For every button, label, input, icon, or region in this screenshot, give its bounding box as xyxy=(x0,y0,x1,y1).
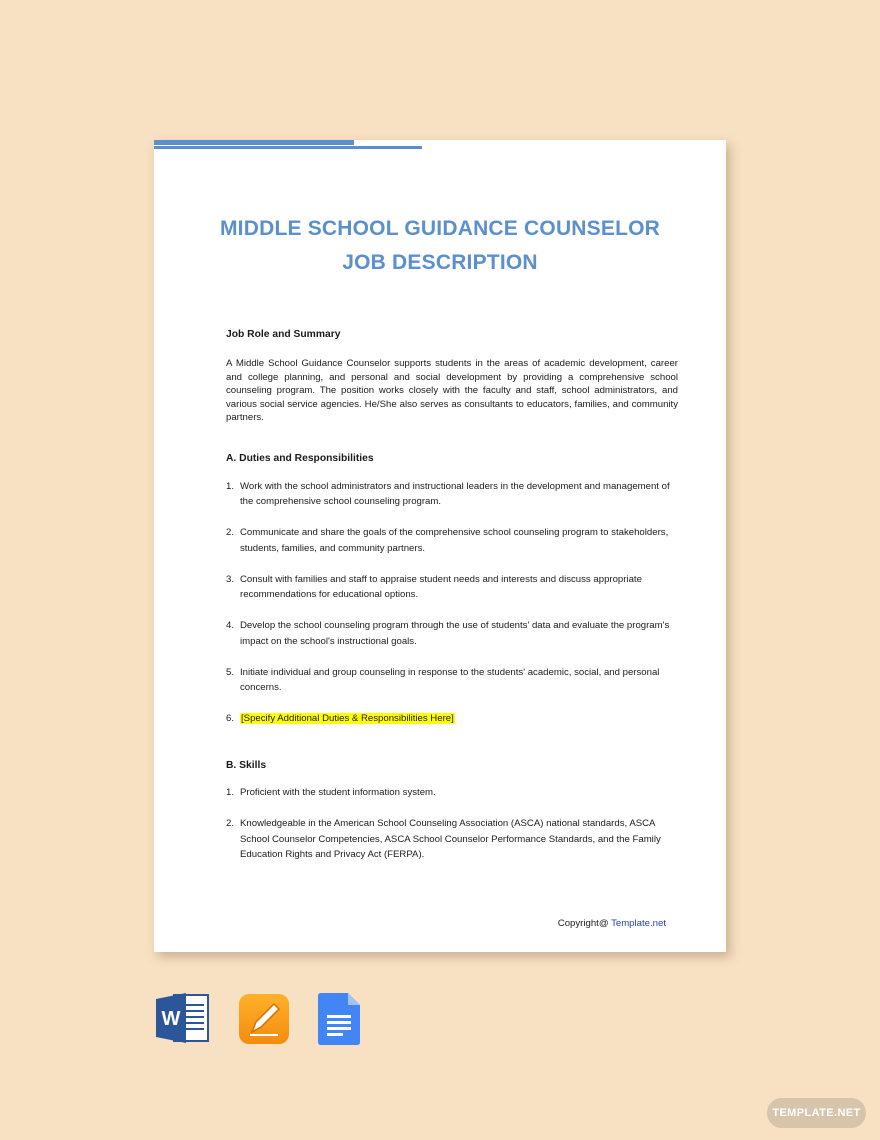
summary-paragraph: A Middle School Guidance Counselor supports students in the areas of academic development, career and college planning, and personal and social development by providing a comprehensive school counseling program. The position works closely with the faculty and staff, school administrators, and various social service agencies. He/She also serves as consultants to educators, families, and community partners. xyxy=(226,358,678,424)
skill-item xyxy=(226,785,678,800)
skill-text: Knowledgeable in the American School Counseling Association (ASCA) national standards, ASCA School Counselor Competencies, ASCA School Counselor Performance Standards, and the Family Education Rights and Privacy Act (FERPA). xyxy=(240,818,661,861)
copyright-label: Copyright@ xyxy=(557,918,612,929)
duty-item xyxy=(226,572,678,603)
duty-text: Develop the school counseling program through the use of students' data and evaluate the program's impact on the school's instructional goals. xyxy=(240,620,670,647)
duty-item xyxy=(226,711,678,726)
duty-item xyxy=(226,665,678,696)
duty-item xyxy=(226,479,678,510)
duty-number: 3. xyxy=(226,573,235,585)
duty-number: 6. xyxy=(226,713,235,725)
google-docs-icon[interactable] xyxy=(318,993,360,1050)
skill-text: Proficient with the student information system. xyxy=(240,787,436,799)
duty-text: Consult with families and staff to appraise student needs and interests and discuss appropriate recommendations for educational options. xyxy=(240,573,642,601)
document-title xyxy=(154,212,726,280)
skill-item xyxy=(226,816,678,862)
duties-heading: A. Duties and Responsibilities xyxy=(226,453,374,465)
duties-list xyxy=(226,479,678,727)
document-page xyxy=(154,140,726,952)
document-body xyxy=(226,328,678,862)
duty-placeholder-highlight: [Specify Additional Duties & Responsibilities Here] xyxy=(241,713,454,725)
duty-number: 2. xyxy=(226,527,235,539)
template-net-watermark: TEMPLATE.NET xyxy=(767,1098,866,1128)
skills-heading: B. Skills xyxy=(226,759,267,771)
accent-line xyxy=(154,146,422,149)
duty-text: Initiate individual and group counseling in response to the students' academic, social, and personal concerns. xyxy=(240,666,660,694)
word-letter: W xyxy=(161,1008,181,1030)
duty-text: Communicate and share the goals of the comprehensive school counseling program to stakeholders, students, families, and community partners. xyxy=(240,527,669,554)
accent-bar xyxy=(154,140,354,145)
copyright-notice xyxy=(558,918,666,929)
skill-number: 1. xyxy=(226,787,235,799)
title-line-1: MIDDLE SCHOOL GUIDANCE COUNSELOR xyxy=(219,217,661,240)
duty-number: 5. xyxy=(226,666,235,678)
duty-number: 4. xyxy=(226,620,235,632)
duty-item xyxy=(226,618,678,649)
duty-item xyxy=(226,525,678,556)
title-line-2: JOB DESCRIPTION xyxy=(342,251,538,274)
copyright-link[interactable]: Template.net xyxy=(611,918,666,929)
duty-number: 1. xyxy=(226,480,235,492)
duty-text: Work with the school administrators and instructional leaders in the development and management of the comprehensive school counseling program. xyxy=(240,480,670,508)
skill-number: 2. xyxy=(226,818,235,830)
pages-icon[interactable] xyxy=(238,993,290,1050)
word-icon[interactable] xyxy=(156,993,210,1048)
skills-list xyxy=(226,785,678,862)
summary-heading: Job Role and Summary xyxy=(226,329,341,340)
